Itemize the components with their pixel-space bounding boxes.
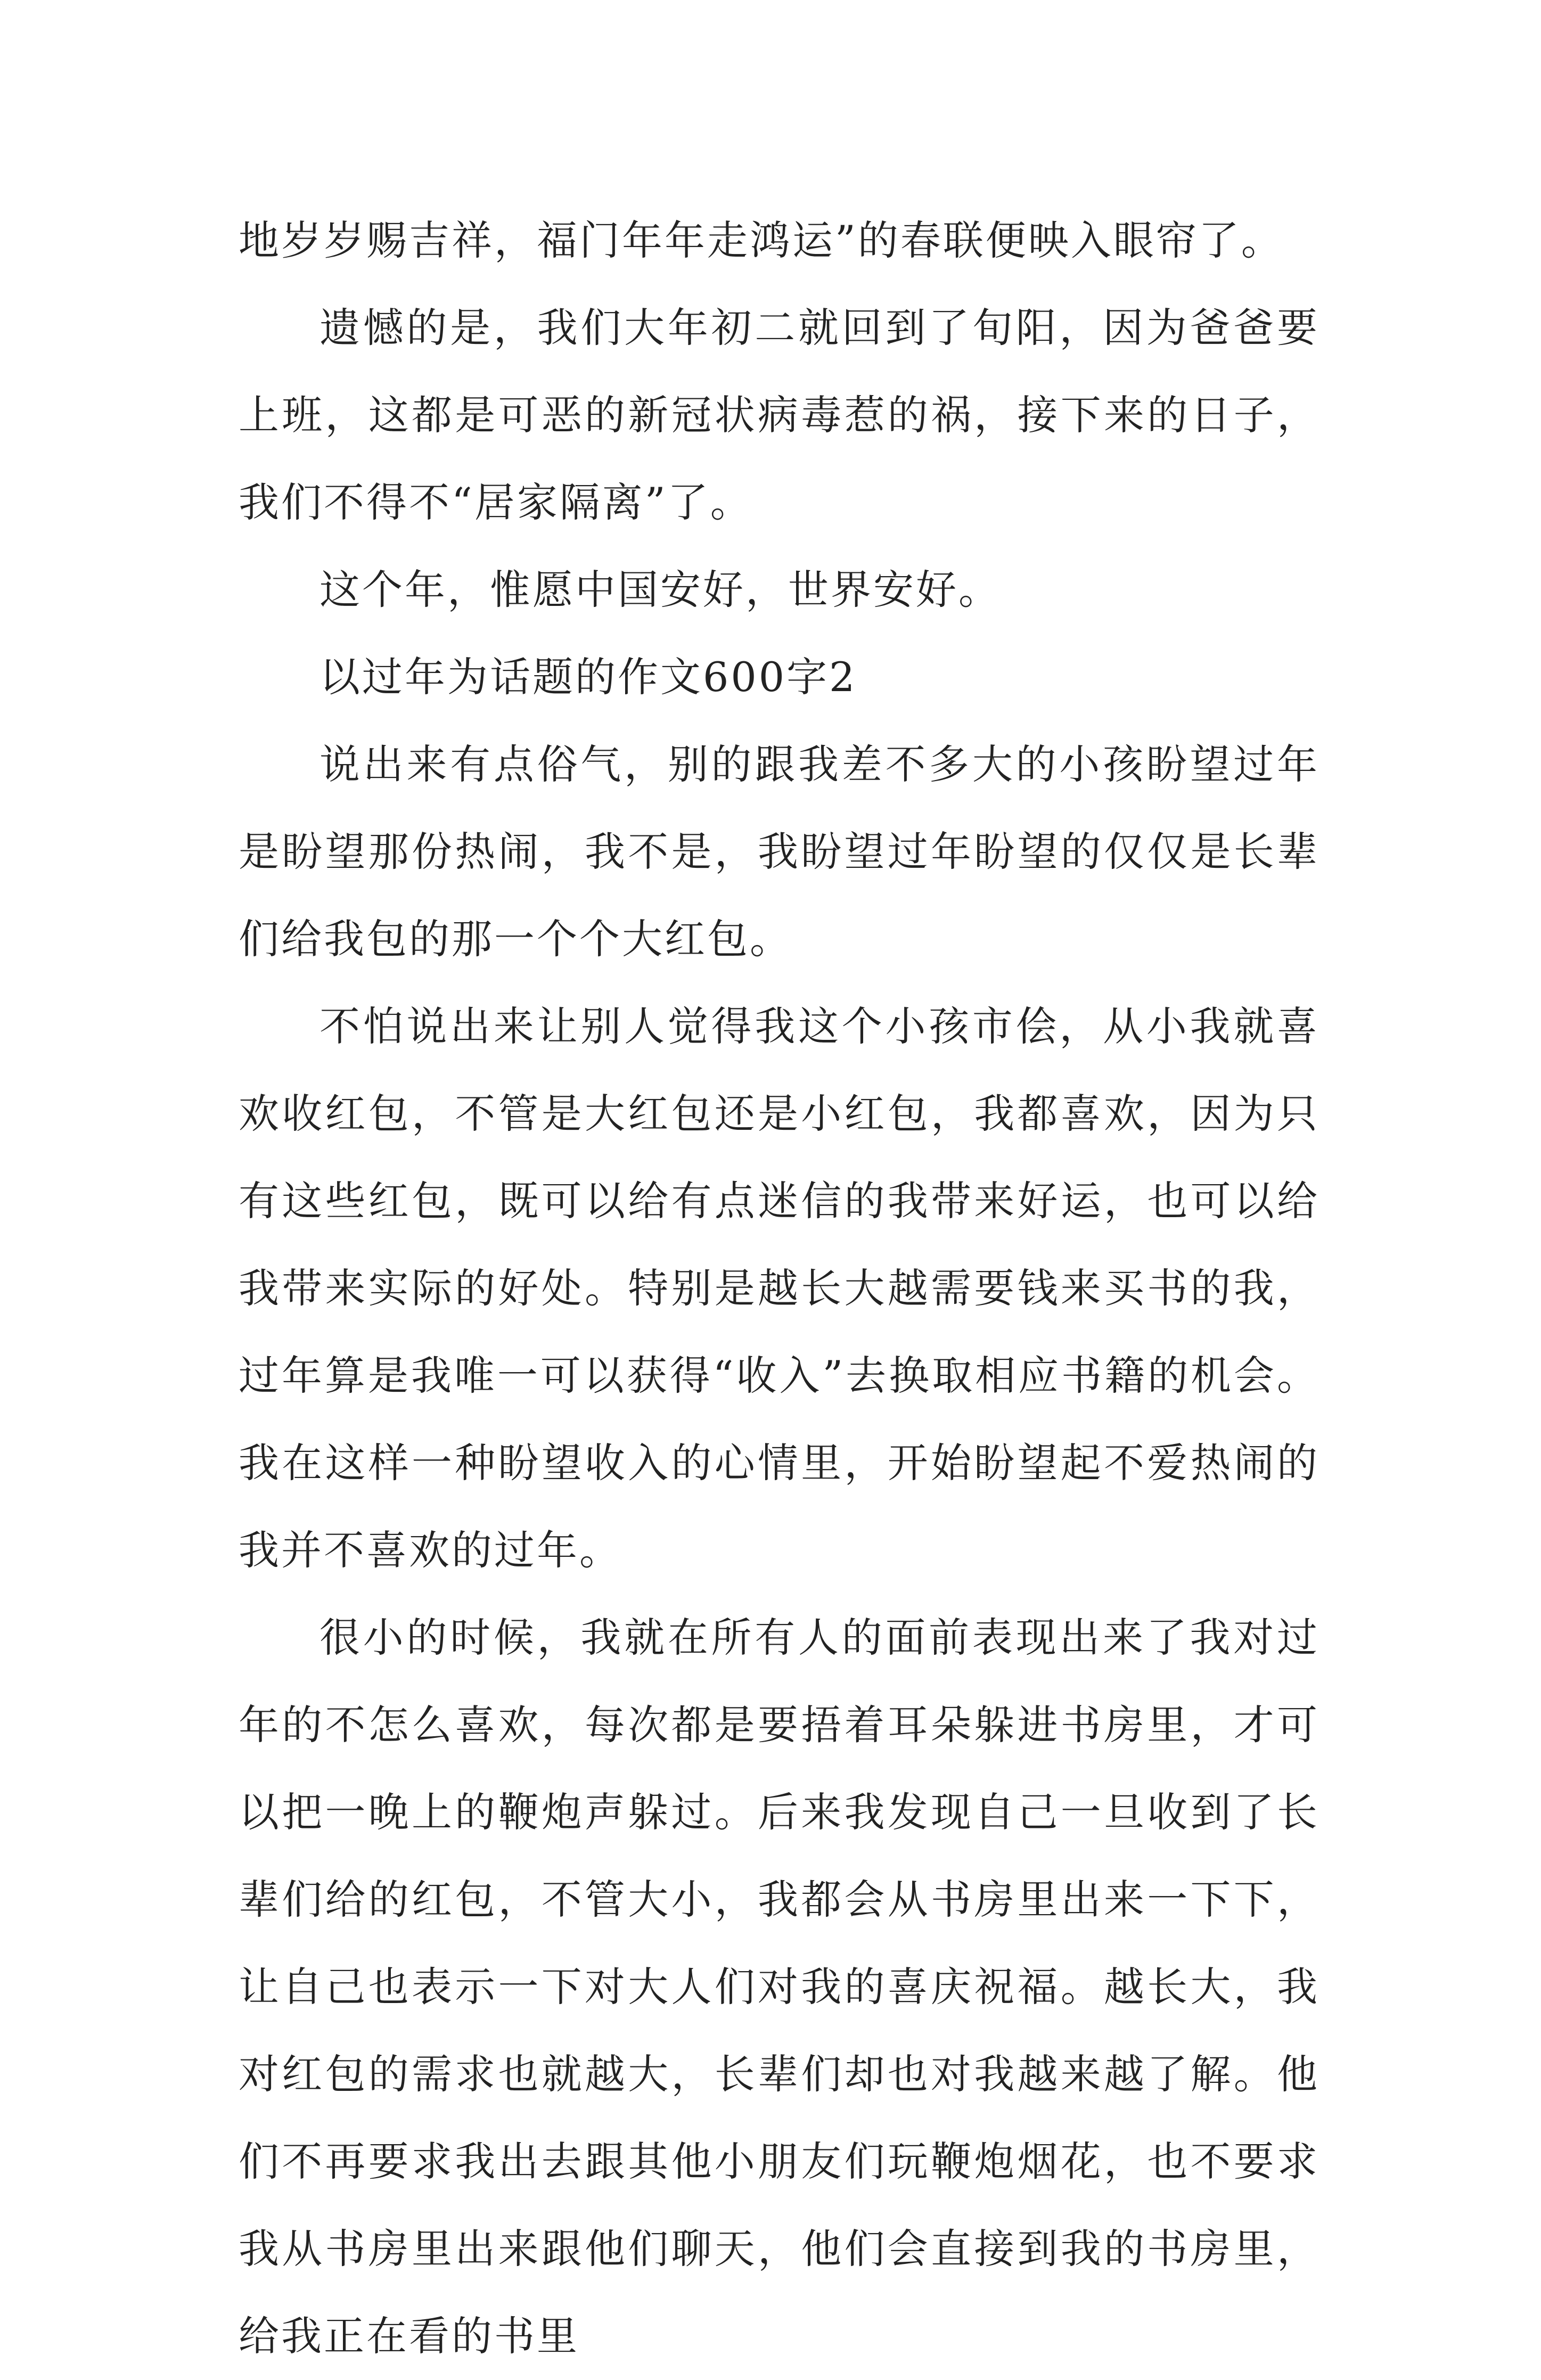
paragraph: 不怕说出来让别人觉得我这个小孩市侩，从小我就喜欢收红包，不管是大红包还是小红包，我都喜欢，因为只有这些红包，既可以给有点迷信的我带来好运，也可以给我带来实际的好处。特别是越长大越需要钱来买书的我，过年算是我唯一可以获得“收入”去换取相应书籍的机会。我在这样一种盼望收入的心情里，开始盼望起不爱热闹的我并不喜欢的过年。 (239, 1003, 1319, 1574)
paragraph: 很小的时候，我就在所有人的面前表现出来了我对过年的不怎么喜欢，每次都是要捂着耳朵躲进书房里，才可以把一晚上的鞭炮声躲过。后来我发现自己一旦收到了长辈们给的红包，不管大小，我都会从书房里出来一下下，让自己也表示一下对大人们对我的喜庆祝福。越长大，我对红包的需求也就越大，长辈们却也对我越来越了解。他们不再要求我出去跟其他小朋友们玩鞭炮烟花，也不要求我从书房里出来跟他们聊天，他们会直接到我的书房里，给我正在看的书里 (239, 1614, 1319, 2360)
paragraph: 说出来有点俗气，别的跟我差不多大的小孩盼望过年是盼望那份热闹，我不是，我盼望过年盼望的仅仅是长辈们给我包的那一个个大红包。 (239, 741, 1319, 963)
paragraph-continuation: 地岁岁赐吉祥，福门年年走鸿运”的春联便映入眼帘了。 (239, 217, 1284, 264)
paragraph: 遗憾的是，我们大年初二就回到了旬阳，因为爸爸要上班，这都是可恶的新冠状病毒惹的祸，接下来的日子，我们不得不“居家隔离”了。 (239, 304, 1319, 526)
paragraph: 这个年，惟愿中国安好，世界安好。 (319, 566, 1001, 613)
section-heading: 以过年为话题的作文600字2 (319, 653, 857, 701)
document-body (239, 197, 1319, 2380)
